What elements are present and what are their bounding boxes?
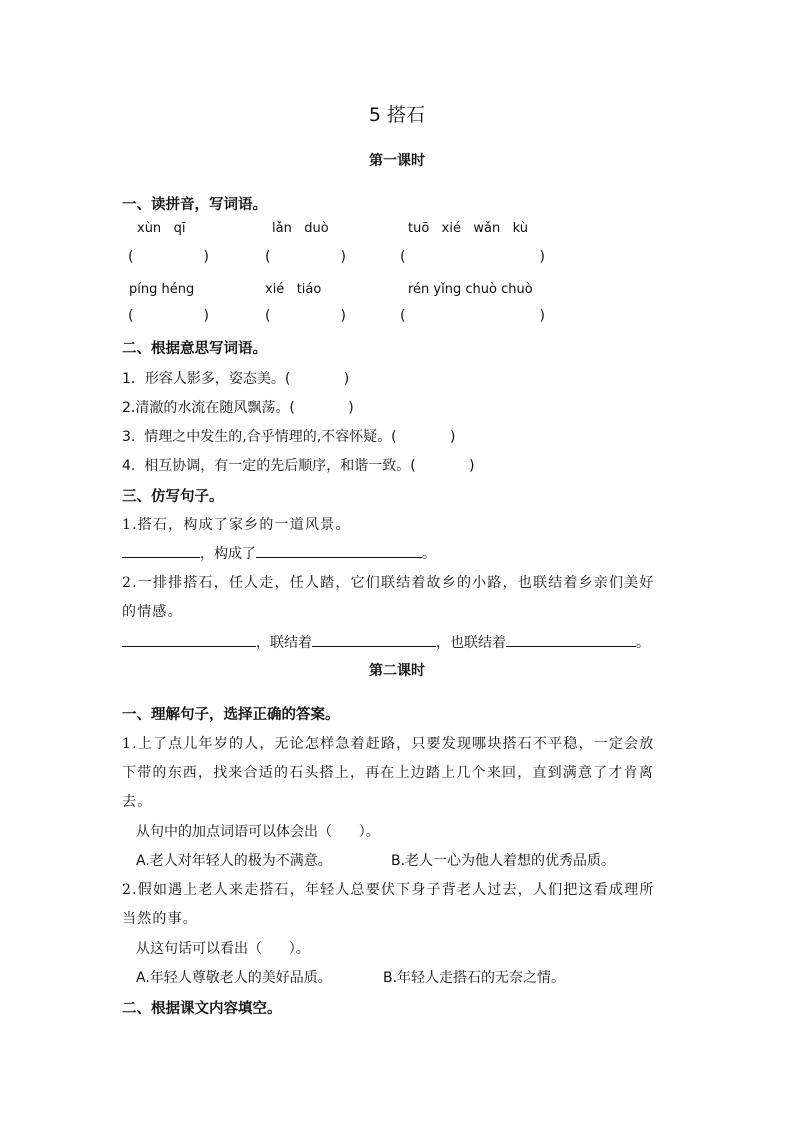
answer-box-3[interactable]	[400, 249, 545, 265]
passage-2-line-2: 当然的事。	[122, 911, 198, 927]
q3-sentence-2-line-2: 的情感。	[122, 604, 183, 620]
option-2a[interactable]: A.年轻人尊敬老人的美好品质。	[136, 970, 332, 986]
paren-open: (	[400, 308, 406, 324]
option-1a[interactable]: A.老人对年轻人的极为不满意。	[136, 853, 332, 869]
fill-text: 。	[636, 635, 650, 651]
answer-box-4[interactable]	[128, 308, 209, 324]
blank-line[interactable]	[122, 543, 200, 558]
l1-q3-heading: 三、仿写句子。	[122, 489, 224, 505]
q2-item-2: 2.清澈的水流在随风飘荡。( )	[122, 400, 354, 416]
answer-box-6[interactable]	[400, 308, 545, 324]
pinyin-renyingchuochuo: rén yǐng chuò chuò	[408, 282, 533, 297]
option-1b[interactable]: B.老人一心为他人着想的优秀品质。	[391, 853, 616, 869]
pinyin-landuo: lǎn duò	[272, 221, 329, 236]
paren-close: )	[539, 308, 545, 324]
answer-box-5[interactable]	[265, 308, 346, 324]
fill-text: ，构成了	[200, 546, 256, 562]
paren-close: )	[203, 249, 209, 265]
l2-q2-heading: 二、根据课文内容填空。	[122, 1001, 282, 1017]
passage-1-line-1: 1.上了点儿年岁的人，无论怎样急着赶路，只要发现哪块搭石不平稳，一定会放	[122, 736, 655, 752]
q3-sentence-2-line-1: 2.一排排搭石，任人走，任人踏，它们联结着故乡的小路，也联结着乡亲们美好	[122, 575, 655, 591]
q2-item-4: 4. 相互协调，有一定的先后顺序，和谐一致。( )	[122, 458, 475, 474]
l1-q1-heading: 一、读拼音，写词语。	[122, 197, 267, 213]
fill-text: ，也联结着	[436, 635, 506, 651]
blank-line[interactable]	[122, 632, 256, 647]
paren-open: (	[265, 249, 271, 265]
paren-close: )	[340, 308, 346, 324]
l1-q2-heading: 二、根据意思写词语。	[122, 341, 267, 357]
paren-open: (	[128, 249, 134, 265]
passage-2-line-1: 2.假如遇上老人来走搭石，年轻人总要伏下身子背老人过去，人们把这看成理所	[122, 882, 655, 898]
paren-open: (	[400, 249, 406, 265]
fill-text: ，联结着	[256, 635, 312, 651]
l2-q1-heading: 一、理解句子，选择正确的答案。	[122, 707, 340, 723]
q3-fill-line-2	[122, 632, 650, 652]
passage-1-line-3: 去。	[122, 794, 153, 810]
passage-1-line-2: 下带的东西，找来合适的石头搭上，再在上边踏上几个来回，直到满意了才肯离	[122, 765, 654, 781]
fill-text: 。	[422, 546, 436, 562]
lesson-2-heading: 第二课时	[369, 663, 425, 679]
question-1: 从句中的加点词语可以体会出（ ）。	[136, 824, 380, 840]
answer-box-2[interactable]	[265, 249, 346, 265]
paren-close: )	[203, 308, 209, 324]
paren-open: (	[265, 308, 271, 324]
pinyin-pingheng: píng héng	[129, 282, 195, 297]
blank-line[interactable]	[506, 632, 636, 647]
paren-close: )	[340, 249, 346, 265]
pinyin-tuoxiewanku: tuō xié wǎn kù	[408, 221, 528, 236]
answer-box-1[interactable]	[128, 249, 209, 265]
paren-open: (	[128, 308, 134, 324]
lesson-1-heading: 第一课时	[369, 153, 425, 169]
q2-item-1: 1．形容人影多，姿态美。( )	[122, 371, 350, 387]
blank-line[interactable]	[312, 632, 436, 647]
q3-fill-line-1	[122, 543, 436, 563]
pinyin-xunqi: xùn qī	[137, 221, 186, 236]
blank-line[interactable]	[256, 543, 422, 558]
q3-sentence-1: 1.搭石，构成了家乡的一道风景。	[122, 517, 351, 533]
option-2b[interactable]: B.年轻人走搭石的无奈之情。	[383, 970, 566, 986]
question-2: 从这句话可以看出（ ）。	[136, 941, 310, 957]
pinyin-xietiao: xié tiáo	[265, 282, 322, 297]
paren-close: )	[539, 249, 545, 265]
q2-item-3: 3. 情理之中发生的,合乎情理的,不容怀疑。( )	[122, 429, 456, 445]
page-title: 5 搭石	[368, 104, 426, 126]
